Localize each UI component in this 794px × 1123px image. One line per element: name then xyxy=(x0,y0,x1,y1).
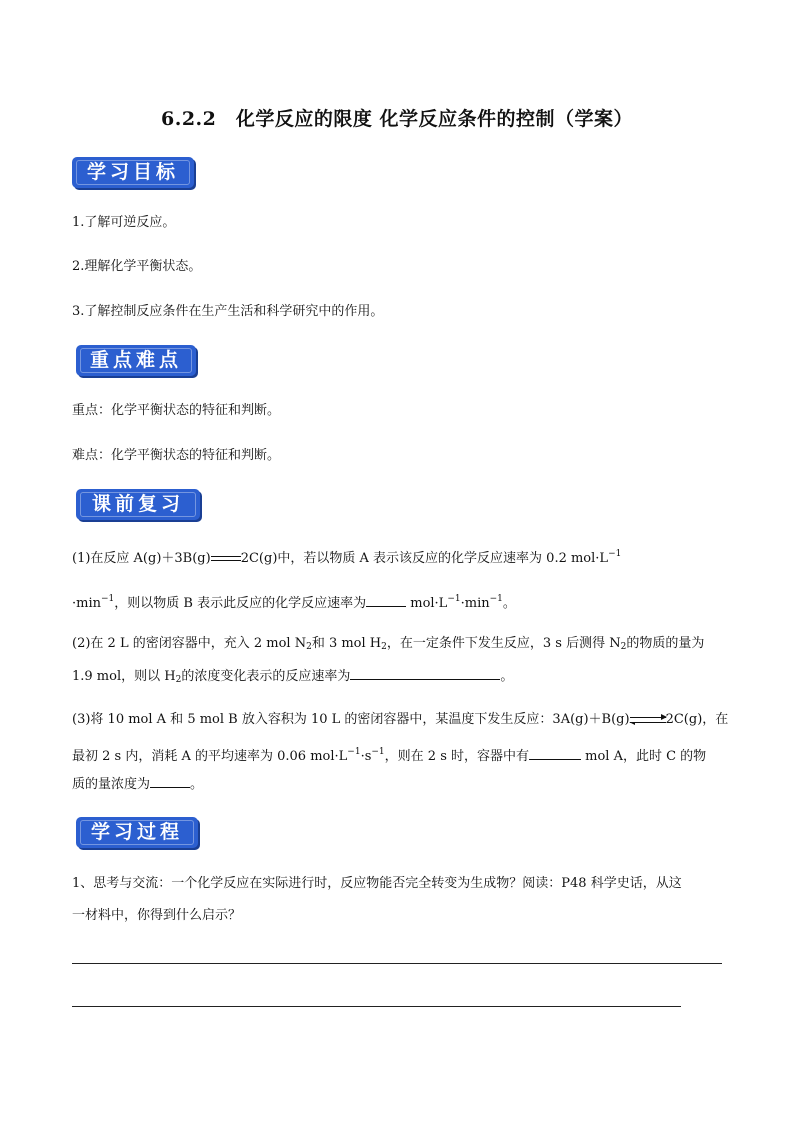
process-question-1-line-1: 1、思考与交流：一个化学反应在实际进行时，反应物能否完全转变为生成物？阅读：P48 科学史话，从这 xyxy=(72,876,682,891)
q3-text-a: (3)将 10 mol A 和 5 mol B 放入容积为 10 L 的密闭容器中，某温度下发生反应：3A(g)＋B(g) xyxy=(72,712,630,727)
section-badge-key-points: 重点难点 xyxy=(76,345,196,376)
section-badge-objectives: 学习目标 xyxy=(72,157,194,188)
q3-text-i: 质的量浓度为 xyxy=(72,777,151,792)
review-question-2-line-1 xyxy=(72,635,722,656)
difficult-point-text: 难点：化学平衡状态的特征和判断。 xyxy=(72,448,281,463)
q2-text-e: ，在一定条件下发生反应，3 s 后测得 N xyxy=(386,636,621,651)
q1-text-a: (1)在反应 A(g)＋3B(g) xyxy=(72,551,211,566)
review-question-2-line-2 xyxy=(72,666,722,689)
q1-answer-blank[interactable] xyxy=(366,593,406,607)
q2-text-j: 的浓度变化表示的反应速率为 xyxy=(181,669,351,684)
q3-sup-f: −1 xyxy=(371,747,385,757)
q1-text-f: ，则以物质 B 表示此反应的化学反应速率为 xyxy=(114,596,367,611)
q3-answer-blank-1[interactable] xyxy=(529,746,581,760)
objective-item-1: 1.了解可逆反应。 xyxy=(72,215,176,230)
review-question-1-line-1 xyxy=(72,545,722,568)
objective-item-2: 2.理解化学平衡状态。 xyxy=(72,259,202,274)
answer-line-2[interactable] xyxy=(72,1006,681,1007)
q2-text-k: 。 xyxy=(500,669,514,684)
q2-sub-i: 2 xyxy=(175,675,182,685)
q1-text-k: 。 xyxy=(502,596,516,611)
review-question-3-line-1 xyxy=(72,711,729,729)
answer-line-1[interactable] xyxy=(72,963,722,964)
q2-text-a: (2)在 2 L 的密闭容器中，充入 2 mol N xyxy=(72,636,307,651)
q1-text-d: ·min xyxy=(72,596,101,611)
review-question-3-line-3 xyxy=(72,774,722,794)
q2-text-g: 的物质的量为 xyxy=(626,636,705,651)
q3-text-j: 。 xyxy=(190,777,204,792)
q3-answer-blank-2[interactable] xyxy=(150,774,190,788)
page-title: 6.2.2 化学反应的限度 化学反应条件的控制（学案） xyxy=(160,108,633,130)
review-question-1-line-2 xyxy=(72,590,722,613)
q1-sup-h: −1 xyxy=(447,594,461,604)
section-badge-process: 学习过程 xyxy=(76,817,198,848)
q1-sup-j: −1 xyxy=(489,594,503,604)
q2-sub-b: 2 xyxy=(306,642,312,652)
key-point-text: 重点：化学平衡状态的特征和判断。 xyxy=(72,403,281,418)
q2-answer-blank[interactable] xyxy=(350,666,500,680)
q2-sub-f: 2 xyxy=(620,642,627,652)
equals-arrow-icon xyxy=(211,554,241,564)
q2-text-c: 和 3 mol H xyxy=(311,636,382,651)
q1-text-i: ·min xyxy=(460,596,490,611)
q1-sup-c: −1 xyxy=(608,549,622,559)
q3-text-e: ·s xyxy=(360,749,372,764)
q3-text-g: ，则在 2 s 时，容器中有 xyxy=(384,749,529,764)
q2-text-h: 1.9 mol，则以 H xyxy=(72,669,176,684)
q2-sub-d: 2 xyxy=(381,642,387,652)
reversible-arrow-icon xyxy=(630,714,666,726)
review-question-3-line-2 xyxy=(72,743,722,766)
process-question-1-line-2: 一材料中，你得到什么启示？ xyxy=(72,908,242,923)
q1-text-b: 2C(g)中，若以物质 A 表示该反应的化学反应速率为 0.2 mol·L xyxy=(240,551,609,566)
q1-text-g: mol·L xyxy=(406,596,448,611)
q3-text-h: mol A，此时 C 的物 xyxy=(581,749,707,764)
objective-item-3: 3.了解控制反应条件在生产生活和科学研究中的作用。 xyxy=(72,304,384,319)
q1-sup-e: −1 xyxy=(101,594,115,604)
q3-sup-d: −1 xyxy=(347,747,361,757)
section-badge-review: 课前复习 xyxy=(76,489,200,520)
q3-text-c: 最初 2 s 内，消耗 A 的平均速率为 0.06 mol·L xyxy=(72,749,348,764)
q3-text-b: 2C(g)，在 xyxy=(665,712,729,727)
